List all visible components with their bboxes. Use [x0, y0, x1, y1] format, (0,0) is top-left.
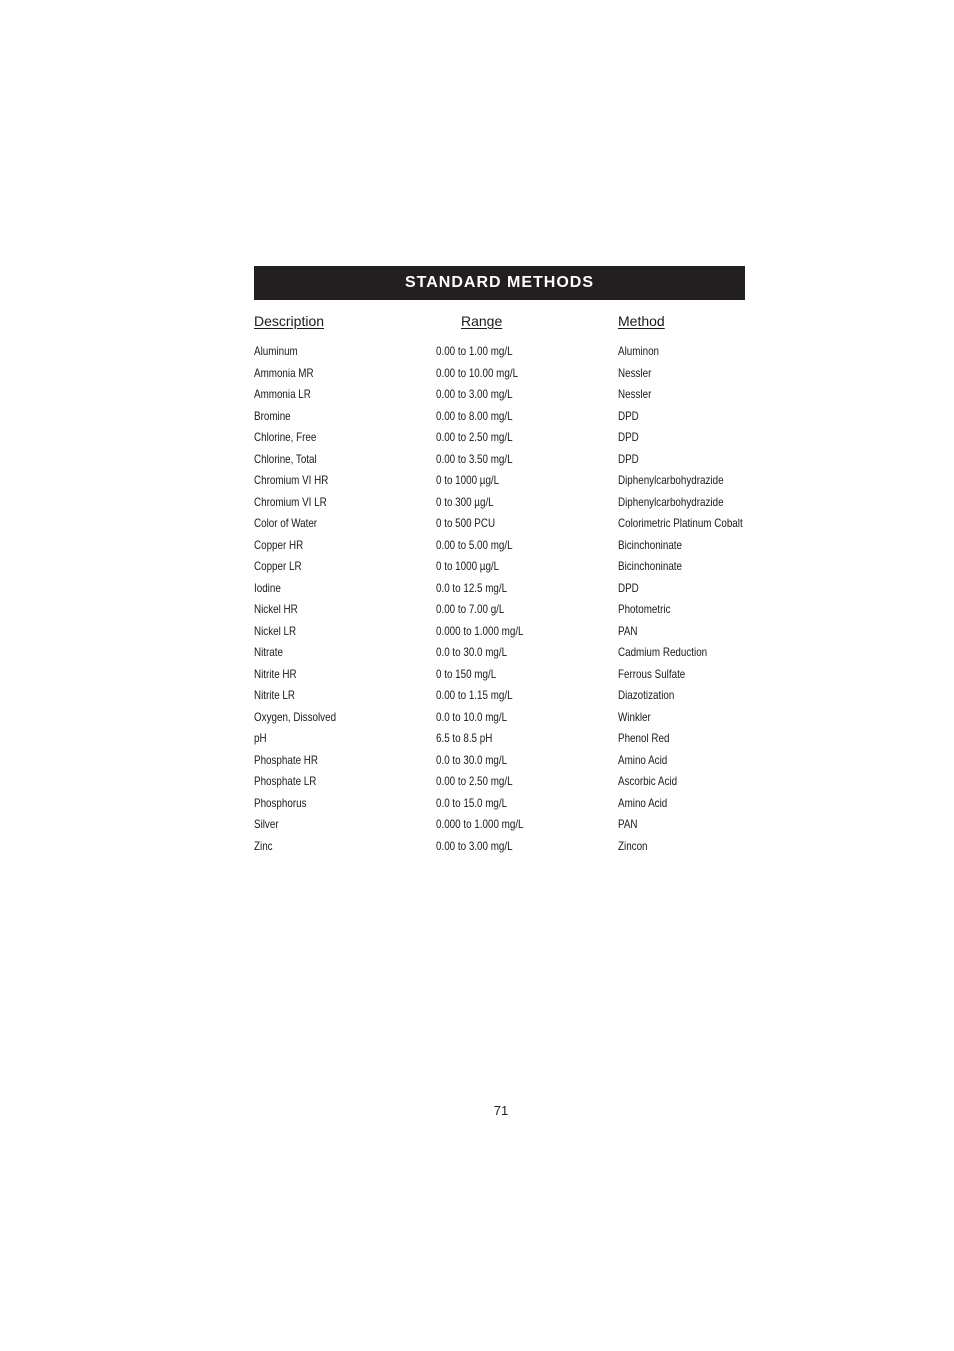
row-range: 0 to 1000 µg/L — [436, 473, 500, 487]
row-range: 0.00 to 3.50 mg/L — [436, 451, 513, 466]
row-description: Nitrate — [254, 645, 283, 659]
row-description: Ammonia LR — [254, 387, 311, 401]
row-range: 0 to 500 PCU — [436, 516, 496, 530]
row-range: 0 to 1000 µg/L — [436, 559, 500, 573]
row-method: Ferrous Sulfate — [618, 666, 686, 681]
table-row — [254, 624, 745, 646]
row-description: Copper HR — [254, 537, 304, 552]
table-row — [254, 839, 745, 861]
row-range: 0 to 150 mg/L — [436, 666, 497, 681]
header-description: Description — [254, 313, 325, 329]
standard-methods-section — [254, 266, 745, 860]
row-method: DPD — [618, 580, 639, 595]
table-row — [254, 344, 745, 366]
row-method: Amino Acid — [618, 752, 668, 767]
row-method: Bicinchoninate — [618, 559, 683, 573]
table-row — [254, 710, 745, 732]
table-row — [254, 430, 745, 452]
table-row — [254, 366, 745, 388]
row-range: 0.00 to 5.00 mg/L — [436, 537, 513, 552]
row-description: Color of Water — [254, 516, 318, 530]
row-range: 0.0 to 30.0 mg/L — [436, 752, 508, 767]
row-description: Nickel HR — [254, 602, 298, 616]
row-range: 0.0 to 10.0 mg/L — [436, 709, 508, 724]
row-range: 6.5 to 8.5 pH — [436, 731, 493, 745]
row-description: Phosphorus — [254, 795, 307, 810]
row-description: Nickel LR — [254, 623, 297, 638]
table-row — [254, 796, 745, 818]
table-row — [254, 731, 745, 753]
section-title: STANDARD METHODS — [254, 266, 745, 300]
row-description: Chlorine, Total — [254, 451, 317, 466]
row-range: 0.00 to 1.15 mg/L — [436, 688, 513, 702]
table-row — [254, 667, 745, 689]
row-description: Oxygen, Dissolved — [254, 709, 337, 724]
row-description: Chromium VI LR — [254, 494, 327, 509]
row-method: Nessler — [618, 365, 652, 380]
table-header — [254, 313, 745, 333]
row-method: DPD — [618, 451, 639, 466]
row-method: Diphenylcarbohydrazide — [618, 473, 724, 487]
row-range: 0.00 to 7.00 g/L — [436, 602, 505, 616]
table-row — [254, 602, 745, 624]
table-row — [254, 538, 745, 560]
table-row — [254, 581, 745, 603]
row-method: DPD — [618, 430, 639, 444]
row-range: 0.00 to 3.00 mg/L — [436, 838, 513, 853]
row-method: Photometric — [618, 602, 671, 616]
row-method: Diazotization — [618, 688, 675, 702]
row-method: Nessler — [618, 387, 652, 401]
table-row — [254, 387, 745, 409]
row-description: Copper LR — [254, 559, 302, 573]
table-row — [254, 688, 745, 710]
row-range: 0.0 to 30.0 mg/L — [436, 645, 508, 659]
row-description: Chlorine, Free — [254, 430, 317, 444]
row-description: Chromium VI HR — [254, 473, 329, 487]
row-method: Colorimetric Platinum Cobalt — [618, 516, 743, 530]
row-description: Silver — [254, 817, 279, 831]
row-method: Winkler — [618, 709, 651, 724]
table-row — [254, 473, 745, 495]
row-range: 0.00 to 3.00 mg/L — [436, 387, 513, 401]
row-range: 0.00 to 2.50 mg/L — [436, 774, 513, 788]
table-row — [254, 495, 745, 517]
table-row — [254, 774, 745, 796]
row-description: Zinc — [254, 838, 273, 853]
row-description: Nitrite LR — [254, 688, 296, 702]
row-method: Phenol Red — [618, 731, 670, 745]
row-method: Cadmium Reduction — [618, 645, 708, 659]
row-description: pH — [254, 731, 267, 745]
row-description: Iodine — [254, 580, 281, 595]
row-method: Ascorbic Acid — [618, 774, 678, 788]
row-method: DPD — [618, 408, 639, 423]
header-method: Method — [618, 313, 665, 329]
header-range: Range — [461, 313, 503, 329]
row-range: 0.00 to 10.00 mg/L — [436, 365, 519, 380]
row-description: Bromine — [254, 408, 291, 423]
table-row — [254, 559, 745, 581]
row-description: Aluminum — [254, 344, 298, 358]
row-description: Nitrite HR — [254, 666, 297, 681]
row-range: 0.000 to 1.000 mg/L — [436, 817, 524, 831]
methods-table — [254, 344, 745, 860]
row-method: Zincon — [618, 838, 648, 853]
row-range: 0.0 to 15.0 mg/L — [436, 795, 508, 810]
table-row — [254, 409, 745, 431]
table-row — [254, 753, 745, 775]
row-method: Amino Acid — [618, 795, 668, 810]
row-range: 0.0 to 12.5 mg/L — [436, 580, 508, 595]
row-method: PAN — [618, 623, 638, 638]
row-range: 0.00 to 8.00 mg/L — [436, 408, 513, 423]
row-description: Ammonia MR — [254, 365, 314, 380]
row-description: Phosphate LR — [254, 774, 317, 788]
table-row — [254, 817, 745, 839]
row-range: 0.00 to 1.00 mg/L — [436, 344, 513, 358]
row-method: Diphenylcarbohydrazide — [618, 494, 724, 509]
row-method: Aluminon — [618, 344, 660, 358]
page-number: 71 — [493, 1103, 509, 1118]
row-method: Bicinchoninate — [618, 537, 683, 552]
table-row — [254, 516, 745, 538]
table-row — [254, 452, 745, 474]
row-range: 0.00 to 2.50 mg/L — [436, 430, 513, 444]
row-range: 0 to 300 µg/L — [436, 494, 494, 509]
table-row — [254, 645, 745, 667]
row-method: PAN — [618, 817, 638, 831]
row-description: Phosphate HR — [254, 752, 318, 767]
row-range: 0.000 to 1.000 mg/L — [436, 623, 524, 638]
